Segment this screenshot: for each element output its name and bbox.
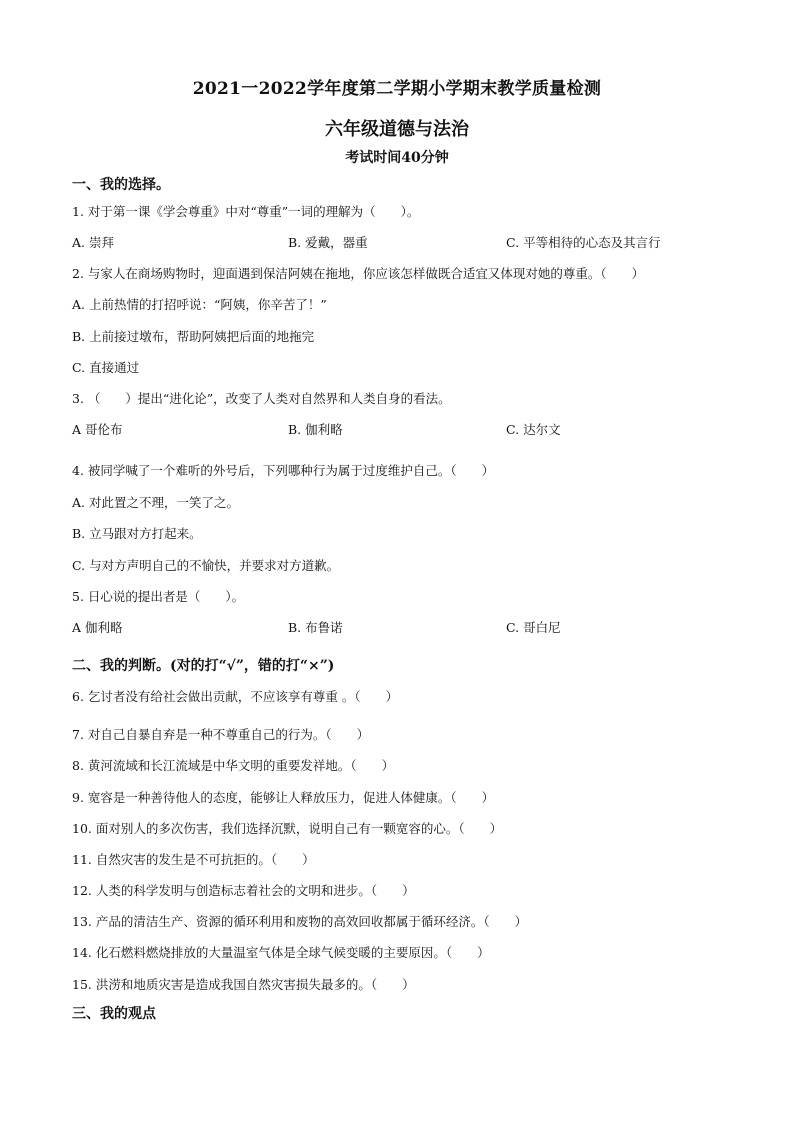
q3-option-b: B. 伽利略 xyxy=(288,422,343,437)
section-3-heading: 三、我的观点 xyxy=(72,1006,156,1022)
question-2: 2. 与家人在商场购物时，迎面遇到保洁阿姨在拖地，你应该怎样做既合适宜又体现对她的尊重。（ ） xyxy=(72,266,645,281)
exam-time: 考试时间40分钟 xyxy=(345,150,449,166)
judgment-item-11: 11. 自然灾害的发生是不可抗拒的。（ ） xyxy=(72,852,315,867)
q4-option-a: A. 对此置之不理，一笑了之。 xyxy=(72,495,239,510)
q2-option-a: A. 上前热情的打招呼说：“阿姨，你辛苦了！” xyxy=(72,297,327,312)
judgment-item-10: 10. 面对别人的多次伤害，我们选择沉默，说明自己有一颗宽容的心。（ ） xyxy=(72,821,503,836)
judgment-item-12: 12. 人类的科学发明与创造标志着社会的文明和进步。（ ） xyxy=(72,883,415,898)
q4-option-c: C. 与对方声明自己的不愉快，并要求对方道歉。 xyxy=(72,558,340,573)
q2-option-b: B. 上前接过墩布，帮助阿姨把后面的地拖完 xyxy=(72,329,315,344)
exam-subtitle: 六年级道德与法治 xyxy=(325,119,469,140)
judgment-item-15: 15. 洪涝和地质灾害是造成我国自然灾害损失最多的。（ ） xyxy=(72,977,415,992)
question-5: 5. 日心说的提出者是（ ）。 xyxy=(72,589,245,604)
judgment-item-8: 8. 黄河流域和长江流域是中华文明的重要发祥地。（ ） xyxy=(72,758,395,773)
q1-option-b: B. 爱戴，器重 xyxy=(288,235,368,250)
q3-option-a: A 哥伦布 xyxy=(72,422,123,437)
q1-option-c: C. 平等相待的心态及其言行 xyxy=(506,235,661,250)
judgment-item-6: 6. 乞讨者没有给社会做出贡献，不应该享有尊重 。（ ） xyxy=(72,689,399,704)
q5-option-b: B. 布鲁诺 xyxy=(288,620,343,635)
q5-option-c: C. 哥白尼 xyxy=(506,620,561,635)
judgment-item-7: 7. 对自己自暴自弃是一种不尊重自己的行为。（ ） xyxy=(72,727,370,742)
section-1-heading: 一、我的选择。 xyxy=(72,177,170,193)
q2-option-c: C. 直接通过 xyxy=(72,360,140,375)
exam-title: 2021一2022学年度第二学期小学期末教学质量检测 xyxy=(192,79,602,99)
q5-option-a: A 伽利略 xyxy=(72,620,123,635)
q4-option-b: B. 立马跟对方打起来。 xyxy=(72,526,202,541)
section-2-heading: 二、我的判断。(对的打“√”，错的打“×”) xyxy=(72,658,335,674)
q3-option-c: C. 达尔文 xyxy=(506,422,561,437)
judgment-item-13: 13. 产品的清洁生产、资源的循环利用和废物的高效回收都属于循环经济。（ ） xyxy=(72,914,528,929)
question-3: 3. （ ）提出“进化论”，改变了人类对自然界和人类自身的看法。 xyxy=(72,391,451,406)
judgment-item-14: 14. 化石燃料燃烧排放的大量温室气体是全球气候变暖的主要原因。（ ） xyxy=(72,945,490,960)
q1-option-a: A. 崇拜 xyxy=(72,235,114,250)
judgment-item-9: 9. 宽容是一种善待他人的态度，能够让人释放压力，促进人体健康。（ ） xyxy=(72,790,495,805)
question-4: 4. 被同学喊了一个难听的外号后，下列哪种行为属于过度维护自己。（ ） xyxy=(72,463,495,478)
question-1: 1. 对于第一课《学会尊重》中对“尊重”一词的理解为（ ）。 xyxy=(72,204,420,219)
